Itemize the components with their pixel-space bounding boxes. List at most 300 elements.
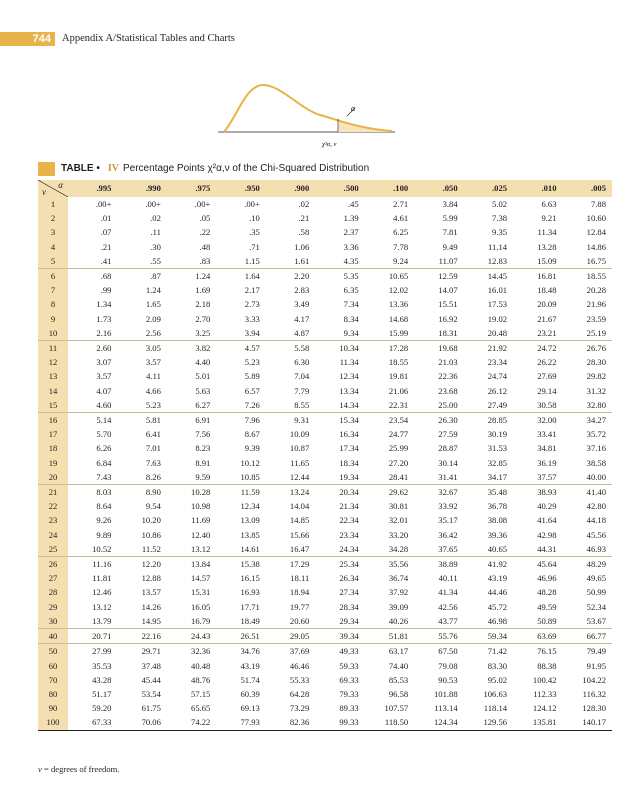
value-cell: .68 <box>68 269 117 284</box>
value-cell: 29.05 <box>266 629 315 644</box>
value-cell: .11 <box>150 227 161 238</box>
value-cell: .01 <box>100 213 112 224</box>
value-cell: 12.84 <box>586 227 606 238</box>
value-cell: 27.69 <box>537 371 557 382</box>
value-cell: 17.71 <box>240 601 260 612</box>
column-header: .995 <box>96 183 112 194</box>
value-cell: 30.19 <box>487 429 508 440</box>
value-cell: 32.67 <box>414 485 463 500</box>
value-cell: .10 <box>249 213 260 224</box>
value-cell: 14.85 <box>289 515 310 526</box>
value-cell: .22 <box>199 227 211 238</box>
value-cell: 37.92 <box>388 587 409 598</box>
value-cell: 65.65 <box>191 703 211 714</box>
value-cell: 37.69 <box>266 644 315 659</box>
value-cell: 11.14 <box>488 241 508 252</box>
title-prefix: TABLE • <box>61 163 100 174</box>
corner-alpha: α <box>58 180 63 190</box>
value-cell: 3.84 <box>442 199 458 209</box>
degrees-of-freedom-cell: 23 <box>38 513 68 527</box>
value-cell: 20.60 <box>289 615 310 626</box>
value-cell: 101.88 <box>433 688 458 699</box>
value-cell: 23.21 <box>537 327 557 338</box>
value-cell: 18.55 <box>388 357 409 368</box>
value-cell: 113.14 <box>434 703 458 714</box>
value-cell: 77.93 <box>216 715 265 730</box>
value-cell: 18.31 <box>438 327 458 338</box>
value-cell: 71.42 <box>464 644 513 659</box>
value-cell: .02 <box>150 213 161 224</box>
value-cell: 41.92 <box>464 557 513 572</box>
value-cell: 3.36 <box>343 241 359 252</box>
value-cell: 4.35 <box>343 255 359 266</box>
degrees-of-freedom-cell: 3 <box>38 225 68 239</box>
title-roman-numeral: IV <box>107 163 119 174</box>
value-cell: 12.88 <box>141 573 161 584</box>
value-cell: 89.33 <box>339 703 359 714</box>
value-cell: 69.33 <box>339 674 359 685</box>
table-row <box>38 557 612 572</box>
degrees-of-freedom-cell: 20 <box>38 470 68 485</box>
value-cell: 19.02 <box>487 313 508 324</box>
value-cell: .05 <box>199 213 211 224</box>
value-cell: 63.69 <box>513 629 562 644</box>
value-cell: 16.05 <box>191 601 211 612</box>
table-row <box>38 269 612 284</box>
value-cell: 2.71 <box>393 199 409 209</box>
value-cell: 16.93 <box>240 587 260 598</box>
value-cell: 43.77 <box>438 615 458 626</box>
value-cell: 7.04 <box>294 371 310 382</box>
value-cell: 6.30 <box>294 357 310 368</box>
value-cell: 24.34 <box>339 543 359 554</box>
value-cell: 14.86 <box>586 241 606 252</box>
value-cell: 3.07 <box>96 357 112 368</box>
value-cell: 64.28 <box>289 688 310 699</box>
table-row <box>38 225 612 239</box>
value-cell: 40.11 <box>438 573 458 584</box>
value-cell: 31.41 <box>438 471 458 482</box>
value-cell: 124.34 <box>414 715 463 730</box>
value-cell: 37.16 <box>586 443 606 454</box>
value-cell: 10.65 <box>365 269 414 284</box>
value-cell: 8.03 <box>68 485 117 500</box>
value-cell: 1.69 <box>195 285 211 296</box>
value-cell: 2.09 <box>145 313 161 324</box>
table-row <box>38 384 612 398</box>
value-cell: 41.34 <box>438 587 458 598</box>
value-cell: .83 <box>199 255 211 266</box>
table-row <box>38 283 612 297</box>
degrees-of-freedom-cell: 14 <box>38 384 68 398</box>
value-cell: 22.36 <box>438 371 458 382</box>
column-header: .005 <box>590 183 606 194</box>
value-cell: 36.42 <box>438 529 458 540</box>
value-cell: 17.34 <box>339 443 359 454</box>
table-row <box>38 369 612 383</box>
value-cell: .21 <box>298 213 310 224</box>
value-cell: 28.85 <box>464 413 513 428</box>
value-cell: 23.59 <box>586 313 606 324</box>
value-cell: 9.24 <box>393 255 409 266</box>
value-cell: 3.82 <box>167 341 216 356</box>
value-cell: 67.50 <box>414 644 463 659</box>
value-cell: 43.28 <box>92 674 112 685</box>
value-cell: 116.32 <box>582 688 606 699</box>
value-cell: 12.46 <box>92 587 112 598</box>
value-cell: 7.34 <box>343 299 359 310</box>
value-cell: 10.60 <box>586 213 606 224</box>
value-cell: 3.25 <box>195 327 211 338</box>
value-cell: 9.59 <box>195 471 211 482</box>
column-header: .050 <box>442 183 458 194</box>
value-cell: 22.34 <box>339 515 359 526</box>
value-cell: 20.28 <box>586 285 606 296</box>
value-cell: 21.92 <box>464 341 513 356</box>
value-cell: 18.94 <box>289 587 310 598</box>
value-cell: 16.79 <box>191 615 211 626</box>
value-cell: .02 <box>298 199 310 209</box>
value-cell: 33.41 <box>537 429 557 440</box>
table-row <box>38 297 612 311</box>
column-header: .950 <box>244 183 260 194</box>
value-cell: 99.33 <box>315 715 364 730</box>
value-cell: 16.15 <box>240 573 260 584</box>
value-cell: 31.53 <box>487 443 508 454</box>
value-cell: 28.41 <box>388 471 409 482</box>
value-cell: 33.20 <box>388 529 409 540</box>
value-cell: 61.75 <box>141 703 161 714</box>
value-cell: 30.81 <box>388 501 409 512</box>
value-cell: 5.35 <box>315 269 364 284</box>
value-cell: 18.48 <box>537 285 557 296</box>
value-cell: 8.64 <box>96 501 112 512</box>
value-cell: 21.67 <box>537 313 557 324</box>
value-cell: 17.29 <box>266 557 315 572</box>
value-cell: 15.51 <box>438 299 458 310</box>
title-text: Percentage Points χ²α,ν of the Chi-Squared Distribution <box>123 163 370 174</box>
value-cell: 76.15 <box>513 644 562 659</box>
value-cell: 16.92 <box>438 313 458 324</box>
value-cell: 28.30 <box>586 357 606 368</box>
value-cell: 40.26 <box>388 615 409 626</box>
value-cell: 12.34 <box>339 371 359 382</box>
value-cell: 10.86 <box>141 529 161 540</box>
value-cell: 1.61 <box>294 255 310 266</box>
value-cell: 2.20 <box>266 269 315 284</box>
chi-squared-table <box>38 180 612 731</box>
value-cell: 7.26 <box>244 399 260 410</box>
value-cell: 104.22 <box>582 674 606 685</box>
table-body <box>38 197 612 730</box>
value-cell: 9.89 <box>96 529 112 540</box>
table-row <box>38 254 612 269</box>
degrees-of-freedom-cell: 25 <box>38 542 68 557</box>
value-cell: .30 <box>150 241 161 252</box>
degrees-of-freedom-cell: 22 <box>38 499 68 513</box>
value-cell: 32.85 <box>487 457 508 468</box>
value-cell: 39.36 <box>487 529 508 540</box>
value-cell: 29.71 <box>117 644 166 659</box>
value-cell: 36.78 <box>487 501 508 512</box>
table-row <box>38 499 612 513</box>
value-cell: 5.23 <box>244 357 260 368</box>
value-cell: 17.28 <box>365 341 414 356</box>
value-cell: 23.54 <box>365 413 414 428</box>
value-cell: 3.33 <box>244 313 260 324</box>
value-cell: 23.34 <box>339 529 359 540</box>
value-cell: 7.63 <box>145 457 161 468</box>
value-cell: 31.32 <box>586 385 606 396</box>
footnote-text: = degrees of freedom. <box>41 764 120 774</box>
table-row <box>38 456 612 470</box>
value-cell: 42.56 <box>438 601 458 612</box>
value-cell: 49.33 <box>315 644 364 659</box>
degrees-of-freedom-cell: 13 <box>38 369 68 383</box>
value-cell: 27.99 <box>68 644 117 659</box>
value-cell: 9.35 <box>492 227 508 238</box>
value-cell: 5.58 <box>266 341 315 356</box>
table-row <box>38 485 612 500</box>
value-cell: 9.31 <box>266 413 315 428</box>
value-cell: 40.48 <box>191 660 211 671</box>
value-cell: 11.34 <box>537 227 557 238</box>
value-cell: 3.57 <box>96 371 112 382</box>
value-cell: 49.65 <box>586 573 606 584</box>
degrees-of-freedom-cell: 15 <box>38 398 68 413</box>
value-cell: 3.57 <box>145 357 161 368</box>
value-cell: 4.17 <box>294 313 310 324</box>
value-cell: 118.50 <box>365 715 414 730</box>
value-cell: 2.83 <box>294 285 310 296</box>
value-cell: 8.90 <box>117 485 166 500</box>
value-cell: 27.34 <box>339 587 359 598</box>
value-cell: 35.56 <box>365 557 414 572</box>
value-cell: 43.19 <box>240 660 260 671</box>
value-cell: 13.28 <box>537 241 557 252</box>
column-header: .900 <box>294 183 310 194</box>
value-cell: 51.17 <box>92 688 112 699</box>
value-cell: 106.63 <box>483 688 508 699</box>
value-cell: 26.30 <box>414 413 463 428</box>
value-cell: 5.02 <box>492 199 508 209</box>
value-cell: 15.66 <box>289 529 310 540</box>
table-row <box>38 542 612 557</box>
value-cell: 16.75 <box>586 255 606 266</box>
value-cell: 8.26 <box>145 471 161 482</box>
value-cell: 37.48 <box>141 660 161 671</box>
value-cell: 34.28 <box>388 543 409 554</box>
value-cell: 27.59 <box>438 429 458 440</box>
value-cell: 24.77 <box>388 429 409 440</box>
value-cell: 100.42 <box>532 674 557 685</box>
value-cell: 39.09 <box>388 601 409 612</box>
degrees-of-freedom-cell: 21 <box>38 485 68 500</box>
table-row <box>38 312 612 326</box>
value-cell: 13.12 <box>191 543 211 554</box>
value-cell: .21 <box>100 241 112 252</box>
value-cell: 7.79 <box>294 385 310 396</box>
value-cell: 36.19 <box>537 457 557 468</box>
value-cell: 83.30 <box>487 660 508 671</box>
value-cell: .00+ <box>244 199 260 209</box>
value-cell: 48.28 <box>537 587 557 598</box>
value-cell: 51.81 <box>365 629 414 644</box>
value-cell: 20.09 <box>537 299 557 310</box>
value-cell: 1.39 <box>343 213 359 224</box>
value-cell: 20.71 <box>68 629 117 644</box>
value-cell: 11.34 <box>339 357 359 368</box>
value-cell: 4.07 <box>96 385 112 396</box>
value-cell: 96.58 <box>388 688 409 699</box>
value-cell: .45 <box>347 199 359 209</box>
value-cell: 2.16 <box>96 327 112 338</box>
value-cell: 70.06 <box>117 715 166 730</box>
value-cell: 26.22 <box>537 357 557 368</box>
value-cell: 10.28 <box>167 485 216 500</box>
degrees-of-freedom-cell: 2 <box>38 211 68 225</box>
value-cell: 14.68 <box>388 313 409 324</box>
value-cell: 11.07 <box>438 255 458 266</box>
table-row <box>38 629 612 644</box>
value-cell: 16.47 <box>289 543 310 554</box>
value-cell: 43.19 <box>487 573 508 584</box>
value-cell: 2.18 <box>195 299 211 310</box>
degrees-of-freedom-cell: 4 <box>38 240 68 254</box>
degrees-of-freedom-cell: 70 <box>38 673 68 687</box>
value-cell: 129.56 <box>464 715 513 730</box>
degrees-of-freedom-cell: 26 <box>38 557 68 572</box>
value-cell: 3.94 <box>244 327 260 338</box>
value-cell: 26.34 <box>339 573 359 584</box>
table-row <box>38 427 612 441</box>
value-cell: 6.63 <box>541 199 557 209</box>
value-cell: 28.87 <box>438 443 458 454</box>
value-cell: 8.55 <box>294 399 310 410</box>
degrees-of-freedom-cell: 12 <box>38 355 68 369</box>
value-cell: 24.72 <box>513 341 562 356</box>
value-cell: 28.34 <box>339 601 359 612</box>
value-cell: 10.85 <box>240 471 260 482</box>
page-number: 744 <box>0 32 55 46</box>
value-cell: 118.14 <box>483 703 508 714</box>
value-cell: .48 <box>199 241 211 252</box>
value-cell: 45.72 <box>487 601 508 612</box>
value-cell: 88.38 <box>537 660 557 671</box>
value-cell: 140.17 <box>563 715 612 730</box>
value-cell: 27.20 <box>388 457 409 468</box>
value-cell: 10.98 <box>191 501 211 512</box>
value-cell: 55.76 <box>414 629 463 644</box>
value-cell: 8.23 <box>195 443 211 454</box>
value-cell: 45.44 <box>141 674 161 685</box>
value-cell: 6.25 <box>393 227 409 238</box>
degrees-of-freedom-cell: 16 <box>38 413 68 428</box>
value-cell: 35.72 <box>586 429 606 440</box>
value-cell: 63.17 <box>365 644 414 659</box>
value-cell: 44.31 <box>537 543 557 554</box>
value-cell: 32.36 <box>167 644 216 659</box>
value-cell: 44.18 <box>586 515 606 526</box>
value-cell: 5.89 <box>244 371 260 382</box>
value-cell: 1.73 <box>96 313 112 324</box>
value-cell: 15.09 <box>537 255 557 266</box>
value-cell: 2.70 <box>195 313 211 324</box>
value-cell: 37.57 <box>537 471 557 482</box>
value-cell: .99 <box>100 285 112 296</box>
value-cell: 57.15 <box>191 688 211 699</box>
value-cell: 14.34 <box>339 399 359 410</box>
value-cell: 10.87 <box>289 443 310 454</box>
value-cell: .87 <box>117 269 166 284</box>
value-cell: .35 <box>249 227 260 238</box>
value-cell: 45.64 <box>513 557 562 572</box>
value-cell: 15.34 <box>315 413 364 428</box>
value-cell: .41 <box>100 255 112 266</box>
column-header: .990 <box>145 183 161 194</box>
value-cell: 14.26 <box>141 601 161 612</box>
corner-nu: ν <box>42 187 46 197</box>
value-cell: 50.89 <box>537 615 557 626</box>
value-cell: 23.34 <box>487 357 508 368</box>
value-cell: 4.66 <box>145 385 161 396</box>
degrees-of-freedom-cell: 30 <box>38 614 68 629</box>
value-cell: 107.57 <box>384 703 409 714</box>
value-cell: 34.27 <box>563 413 612 428</box>
value-cell: .07 <box>100 227 112 238</box>
value-cell: 112.33 <box>533 688 557 699</box>
value-cell: 45.56 <box>586 529 606 540</box>
table-row <box>38 571 612 585</box>
footnote-symbol: ν <box>38 764 42 774</box>
value-cell: 59.20 <box>92 703 112 714</box>
value-cell: 20.34 <box>315 485 364 500</box>
value-cell: 46.96 <box>537 573 557 584</box>
table-row <box>38 197 612 211</box>
value-cell: 10.52 <box>92 543 112 554</box>
degrees-of-freedom-cell: 9 <box>38 312 68 326</box>
table-row <box>38 659 612 673</box>
value-cell: 19.34 <box>339 471 359 482</box>
chi-squared-density-figure <box>210 75 410 155</box>
table-row <box>38 355 612 369</box>
value-cell: 46.93 <box>586 543 606 554</box>
value-cell: 53.67 <box>586 615 606 626</box>
value-cell: 40.29 <box>537 501 557 512</box>
value-cell: 25.99 <box>388 443 409 454</box>
value-cell: 21.34 <box>339 501 359 512</box>
value-cell: 25.19 <box>586 327 606 338</box>
value-cell: 34.76 <box>216 644 265 659</box>
value-cell: 67.33 <box>68 715 117 730</box>
value-cell: 16.34 <box>339 429 359 440</box>
value-cell: 32.00 <box>513 413 562 428</box>
value-cell: 11.16 <box>68 557 117 572</box>
value-cell: 1.15 <box>244 255 260 266</box>
value-cell: 1.24 <box>167 269 216 284</box>
value-cell: 33.92 <box>438 501 458 512</box>
value-cell: 53.54 <box>141 688 161 699</box>
value-cell: 6.91 <box>167 413 216 428</box>
column-header: .100 <box>393 183 409 194</box>
degrees-of-freedom-cell: 6 <box>38 269 68 284</box>
value-cell: 79.33 <box>339 688 359 699</box>
value-cell: 41.40 <box>563 485 612 500</box>
value-cell: 10.12 <box>240 457 260 468</box>
value-cell: 66.77 <box>563 629 612 644</box>
value-cell: 13.24 <box>266 485 315 500</box>
value-cell: 19.68 <box>414 341 463 356</box>
